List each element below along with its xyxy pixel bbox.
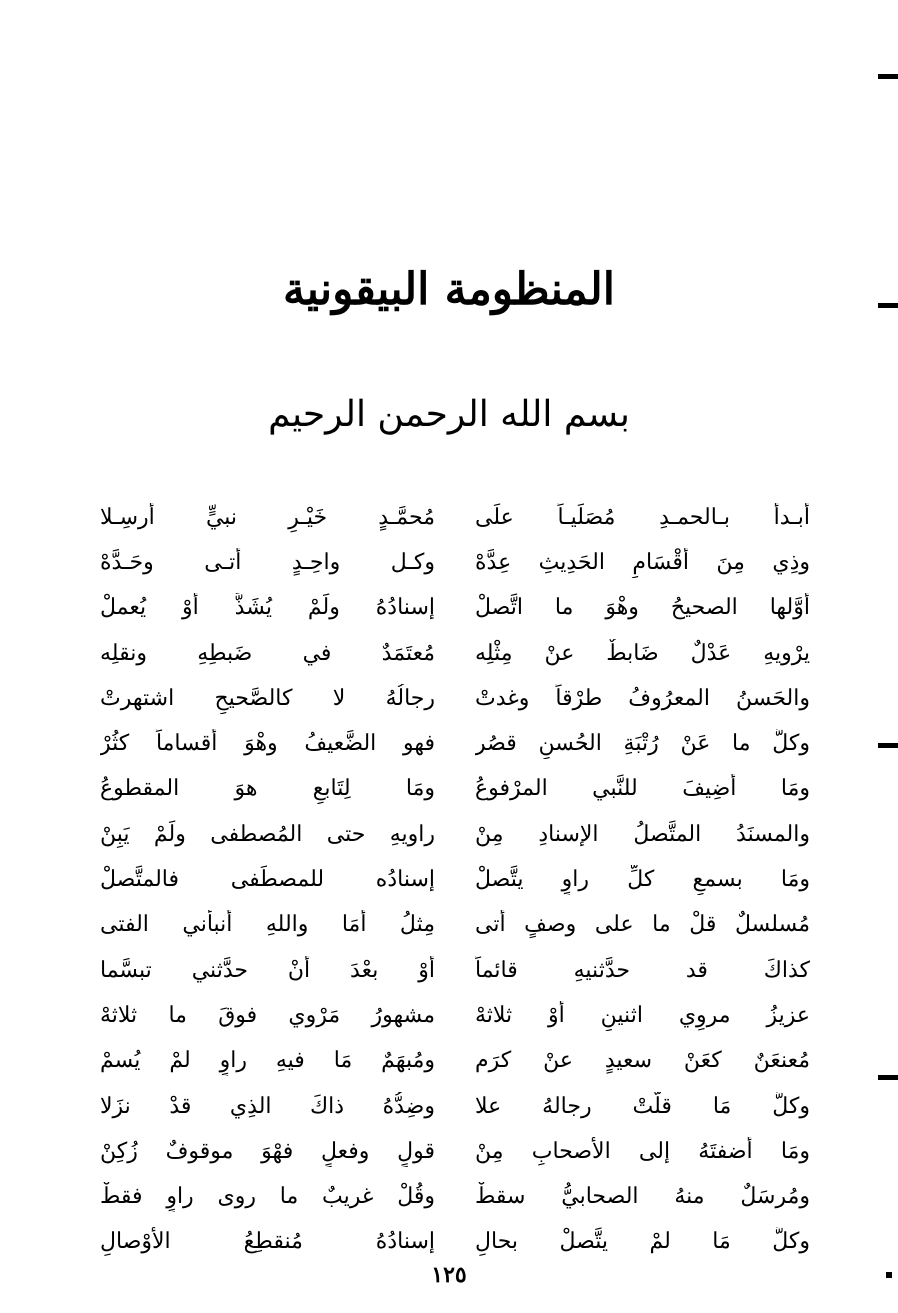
margin-mark — [878, 74, 898, 79]
verse-line — [100, 540, 810, 585]
verse-second-hemistich: وضِدُّهُ ذاكَ الذِي قدْ نزَلا — [100, 1093, 435, 1119]
verse-line — [100, 1084, 810, 1129]
verse-second-hemistich: ومَا لِتَابعٍ هوَ المقطوعُ — [100, 776, 435, 802]
verse-second-hemistich: قولٍ وفعلٍ فهْوَ موقوفٌ زُكِنْ — [100, 1138, 435, 1164]
verse-second-hemistich: مُحمَّـدٍ خَيْـرِ نبيٍّ أُرسِـلا — [100, 504, 435, 530]
verse-second-hemistich: وكـل واحِـدٍ أتـى وحَـدَّهْ — [100, 549, 435, 575]
margin-mark — [878, 1075, 898, 1080]
verse-line — [100, 1129, 810, 1174]
verse-first-hemistich: أوَّلها الصحيحُ وهْوَ ما اتَّصلْ — [475, 595, 810, 621]
page-number: ١٢٥ — [431, 1262, 467, 1288]
verse-second-hemistich: مِثلُ أمَا واللهِ أنبأني الفتى — [100, 912, 435, 938]
verse-first-hemistich: وذِي مِنَ أقْسَامِ الحَدِيثِ عِدَّهْ — [475, 549, 810, 575]
margin-mark — [878, 303, 898, 308]
verse-first-hemistich: وكلُّ ما عَنْ رُتْبَةِ الحُسنِ قصُر — [475, 731, 810, 757]
margin-mark — [886, 1272, 892, 1278]
verse-second-hemistich: ومُبهَمٌ مَا فيهِ راوٍ لمْ يُسمْ — [100, 1048, 435, 1074]
verse-second-hemistich: مُعتَمَدٌ في ضَبطِهِ ونقلِه — [100, 640, 435, 666]
verse-first-hemistich: وكلُّ مَا قلَّتْ رجالهُ علا — [475, 1093, 810, 1119]
verse-first-hemistich: كذاكَ قد حدَّثنيهِ قائماً — [475, 957, 810, 983]
poem-title: المنظومة البيقونية — [283, 264, 615, 315]
verse-second-hemistich: أوْ بعْدَ أنْ حدَّثني تبسَّما — [100, 957, 435, 983]
verse-second-hemistich: راويهِ حتى المُصطفى ولَمْ يَبِنْ — [100, 821, 435, 847]
verse-second-hemistich: وقُلْ غريبٌ ما روى راوٍ فقطْ — [100, 1184, 435, 1210]
verse-first-hemistich: يرْويهِ عَدْلٌ ضَابطٌ عنْ مِثْلِه — [475, 640, 810, 666]
verse-second-hemistich: إسنادُهُ مُنقطِعُ الأوْصالِ — [100, 1229, 435, 1255]
verse-line — [100, 857, 810, 902]
verse-line — [100, 676, 810, 721]
verse-line — [100, 948, 810, 993]
verse-line — [100, 812, 810, 857]
poem-body — [100, 495, 810, 1265]
verse-line — [100, 1174, 810, 1219]
verse-line — [100, 495, 810, 540]
verse-line — [100, 1220, 810, 1265]
verse-first-hemistich: وكلُّ مَا لمْ يتَّصلْ بحالِ — [475, 1229, 810, 1255]
verse-line — [100, 903, 810, 948]
verse-second-hemistich: مشهورُ مَرْوي فوقَ ما ثلاثهْ — [100, 1002, 435, 1028]
verse-line — [100, 993, 810, 1038]
verse-first-hemistich: أبـدأُ بـالحمـدِ مُصَلِّيـاً علَى — [475, 504, 810, 530]
verse-second-hemistich: فهو الضَّعيفُ وهْوَ أقساماً كثُرْ — [100, 731, 435, 757]
verse-line — [100, 767, 810, 812]
verse-first-hemistich: والمسنَدُ المتَّصلُ الإسنادِ مِنْ — [475, 821, 810, 847]
verse-first-hemistich: مُسلسلٌ قلْ ما على وصفٍ أتى — [475, 912, 810, 938]
verse-first-hemistich: ومَا بسمعِ كلِّ راوٍ يتَّصلْ — [475, 867, 810, 893]
verse-first-hemistich: عزيزُ مروِي اثنينِ أوْ ثلاثهْ — [475, 1002, 810, 1028]
verse-first-hemistich: والحَسنُ المعرُوفُ طرْقاً وغدتْ — [475, 685, 810, 711]
verse-first-hemistich: ومَا أضفتَهُ إلى الأصحابِ مِنْ — [475, 1138, 810, 1164]
basmala: بسم الله الرحمن الرحيم — [268, 394, 630, 435]
verse-second-hemistich: إسنادُهُ ولَمْ يُشَذَّ أوْ يُعملْ — [100, 595, 435, 621]
margin-mark — [878, 743, 898, 748]
verse-second-hemistich: رجالُهُ لا كالصَّحيحِ اشتهرتْ — [100, 685, 435, 711]
verse-line — [100, 1039, 810, 1084]
verse-second-hemistich: إسنادُه للمصطَفى فالمتَّصلْ — [100, 867, 435, 893]
verse-first-hemistich: مُعنعَنٌ كعَنْ سعيدٍ عنْ كرَم — [475, 1048, 810, 1074]
verse-first-hemistich: ومَا أُضِيفَ للنَّبي المرْفوعُ — [475, 776, 810, 802]
verse-line — [100, 631, 810, 676]
verse-first-hemistich: ومُرسَلٌ منهُ الصحابيُّ سقطْ — [475, 1184, 810, 1210]
verse-line — [100, 721, 810, 766]
verse-line — [100, 586, 810, 631]
